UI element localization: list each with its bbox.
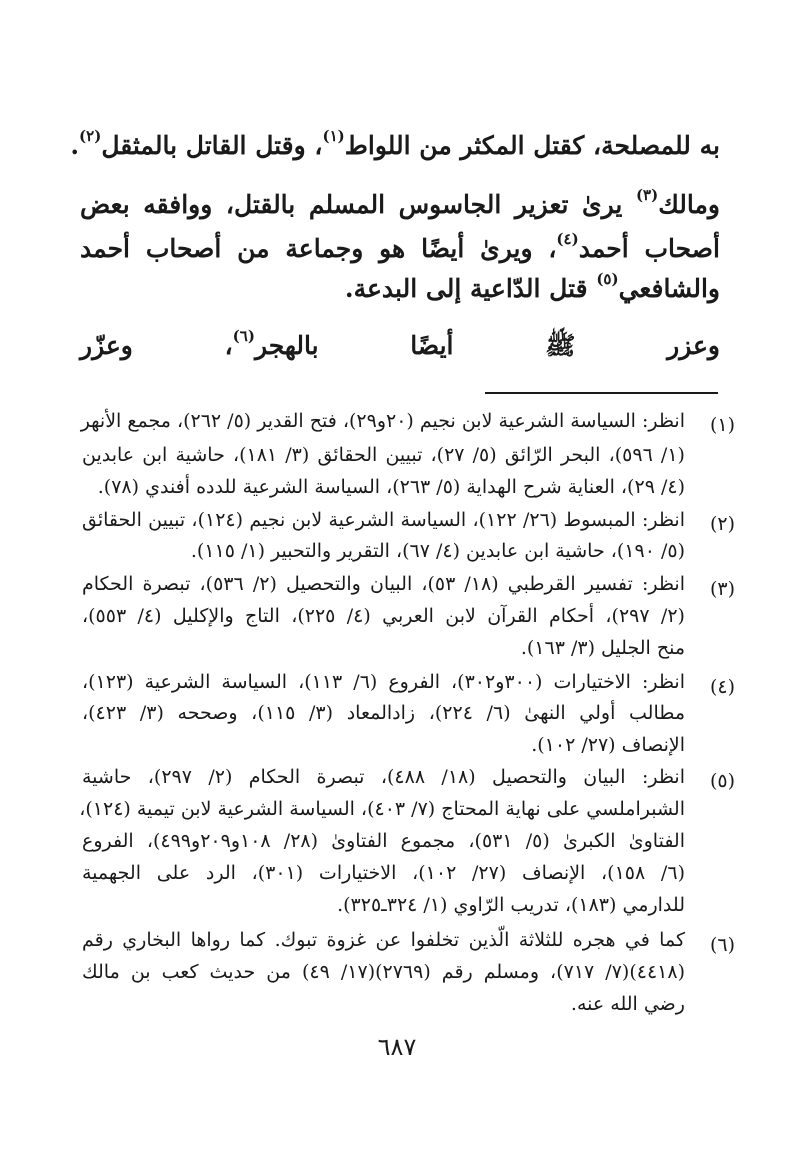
footnote-line: للدارمي (١٨٣)، تدريب الرّاوي (١/ ٣٢٤ـ٣٢٥). <box>337 894 685 916</box>
footnote-line: انظر: الاختيارات (٣٠٠و٣٠٢)، الفروع (٦/ ١١٣)، السياسة الشرعية (١٢٣)، <box>82 671 685 693</box>
footnote-line: رضي الله عنه. <box>570 993 685 1015</box>
main-text-line-4: والشافعي$^{(٥)}$ قتل الدّاعية إلى البدعة. <box>344 270 720 303</box>
footnote-number: (١) <box>709 414 735 436</box>
footnote-line: الفتاوىٰ الكبرىٰ (٥/ ٥٣١)، مجموع الفتاوىٰ (٢٨/ ١٠٨و٢٠٩و٤٩٩)، الفروع <box>82 830 686 852</box>
footnote-line: (٤٤١٨)(٧/ ٧١٧)، ومسلم رقم (٢٧٦٩)(١٧/ ٤٩) من حديث كعب بن مالك <box>82 961 685 983</box>
footnote-ref-4[interactable]: (٤) <box>556 230 579 248</box>
footnote-line: منح الجليل (٣/ ١٦٣). <box>520 637 685 659</box>
main-text-line-3: أصحاب أحمد$^{(٤)}$، ويرىٰ أيضًا هو وجماعة من أصحاب أحمد <box>80 230 720 263</box>
footnote-line: انظر: تفسير القرطبي (١٨/ ٥٣)، البيان والتحصيل (٢/ ٥٣٦)، تبصرة الحكام <box>82 573 685 595</box>
footnote-ref-3[interactable]: (٣) <box>635 186 659 204</box>
footnote-line: كما في هجره للثلاثة الّذين تخلفوا عن غزوة تبوك. كما رواها البخاري رقم <box>82 929 685 951</box>
footnote-ref-2[interactable]: (٢) <box>79 127 102 145</box>
main-text-line-5: وعزر ﷺ أيضًا بالهجر$^{(٦)}$، وعزّر <box>80 327 720 360</box>
footnote-line: (٢/ ٢٩٧)، أحكام القرآن لابن العربي (٤/ ٢٢٥)، التاج والإكليل (٤/ ٥٥٣)، <box>82 605 685 627</box>
footnote-line: (٦/ ١٥٨)، الإنصاف (٢٧/ ١٠٢)، الاختيارات (٣٠١)، الرد على الجهمية <box>82 862 685 884</box>
footnote-number: (٥) <box>709 770 735 792</box>
footnote-line: (١/ ٥٩٦)، البحر الرّائق (٥/ ٢٧)، تبيين الحقائق (٣/ ١٨١)، حاشية ابن عابدين <box>82 444 685 466</box>
footnote-number: (٦) <box>709 934 735 956</box>
footnote-line: (٥/ ١٩٠)، حاشية ابن عابدين (٤/ ٦٧)، التقرير والتحبير (١/ ١١٥). <box>190 540 685 562</box>
footnote-line: انظر: السياسة الشرعية لابن نجيم (٢٠و٢٩)، فتح القدير (٥/ ٢٦٢)، مجمع الأنهر <box>80 410 685 432</box>
footnote-ref-6[interactable]: (٦) <box>232 327 255 345</box>
footnote-line: انظر: المبسوط (٢٦/ ١٢٢)، السياسة الشرعية لابن نجيم (١٢٤)، تبيين الحقائق <box>82 509 685 531</box>
footnote-line: مطالب أولي النهىٰ (٦/ ٢٢٤)، زادالمعاد (٣/ ١١٥)، وصححه (٣/ ٤٢٣)، <box>82 702 686 724</box>
main-text-line-2: ومالك$^{(٣)}$ يرىٰ تعزير الجاسوس المسلم بالقتل، ووافقه بعض <box>80 186 720 219</box>
main-text-line-1: به للمصلحة، كقتل المكثر من اللواط$^{(١)}$، وقتل القاتل بالمثقل$^{(٢)}$. <box>70 127 720 160</box>
footnote-ref-1[interactable]: (١) <box>322 127 345 145</box>
footnote-number: (٤) <box>709 676 735 698</box>
footnote-ref-5[interactable]: (٥) <box>596 270 619 288</box>
footnote-line: انظر: البيان والتحصيل (١٨/ ٤٨٨)، تبصرة الحكام (٢/ ٢٩٧)، حاشية <box>82 766 685 788</box>
footnote-line: الإنصاف (٢٧/ ١٠٢). <box>531 734 685 756</box>
footnote-number: (٣) <box>709 578 735 600</box>
page-number: ٦٨٧ <box>377 1033 417 1061</box>
footnote-line: (٤/ ٢٩)، العناية شرح الهداية (٥/ ٢٦٣)، السياسة الشرعية للدده أفندي (٧٨). <box>97 476 685 498</box>
footnote-separator <box>485 392 718 394</box>
footnote-line: الشبراملسي على نهاية المحتاج (٧/ ٤٠٣)، السياسة الشرعية لابن تيمية (١٢٤)، <box>79 798 685 820</box>
footnote-number: (٢) <box>709 513 735 535</box>
